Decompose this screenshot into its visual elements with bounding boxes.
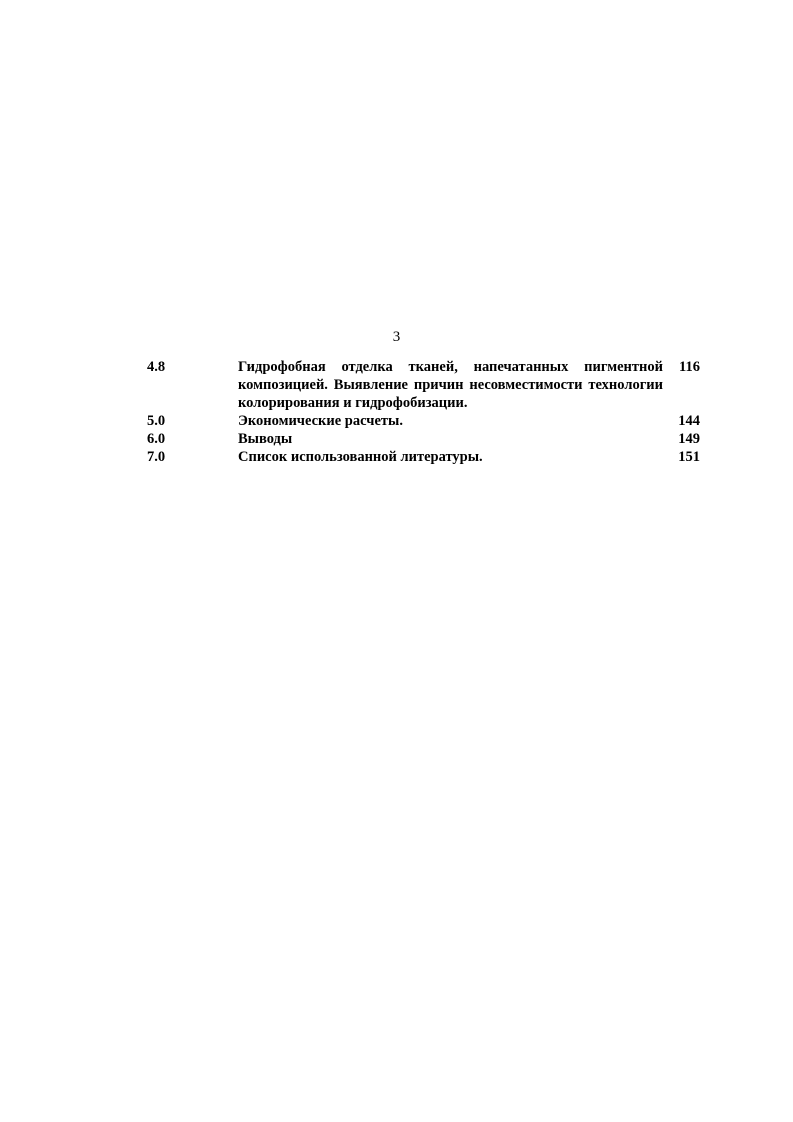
toc-entry <box>147 430 703 448</box>
toc-entry-number: 6.0 <box>147 431 166 447</box>
toc-entry <box>147 358 703 412</box>
toc-entry-title: Список использованной литературы. <box>238 449 483 465</box>
toc-entry-number: 7.0 <box>147 449 166 465</box>
toc-entry <box>147 412 703 430</box>
toc-entry-title: Гидрофобная отделка тканей, напечатанных пигментной композицией. Выявление причин несовместимости технологии колорирования и гидрофобизации. <box>238 359 663 411</box>
toc-entry <box>147 448 703 466</box>
page-number: 3 <box>392 329 401 345</box>
table-of-contents <box>147 358 703 466</box>
toc-entry-page: 149 <box>678 431 700 447</box>
toc-entry-page: 151 <box>678 449 700 465</box>
toc-entry-title: Экономические расчеты. <box>238 413 403 429</box>
toc-entry-title: Выводы <box>238 431 293 447</box>
toc-entry-number: 5.0 <box>147 413 166 429</box>
toc-entry-page: 144 <box>678 413 700 429</box>
toc-entry-page: 116 <box>679 359 700 375</box>
toc-entry-number: 4.8 <box>147 359 166 375</box>
